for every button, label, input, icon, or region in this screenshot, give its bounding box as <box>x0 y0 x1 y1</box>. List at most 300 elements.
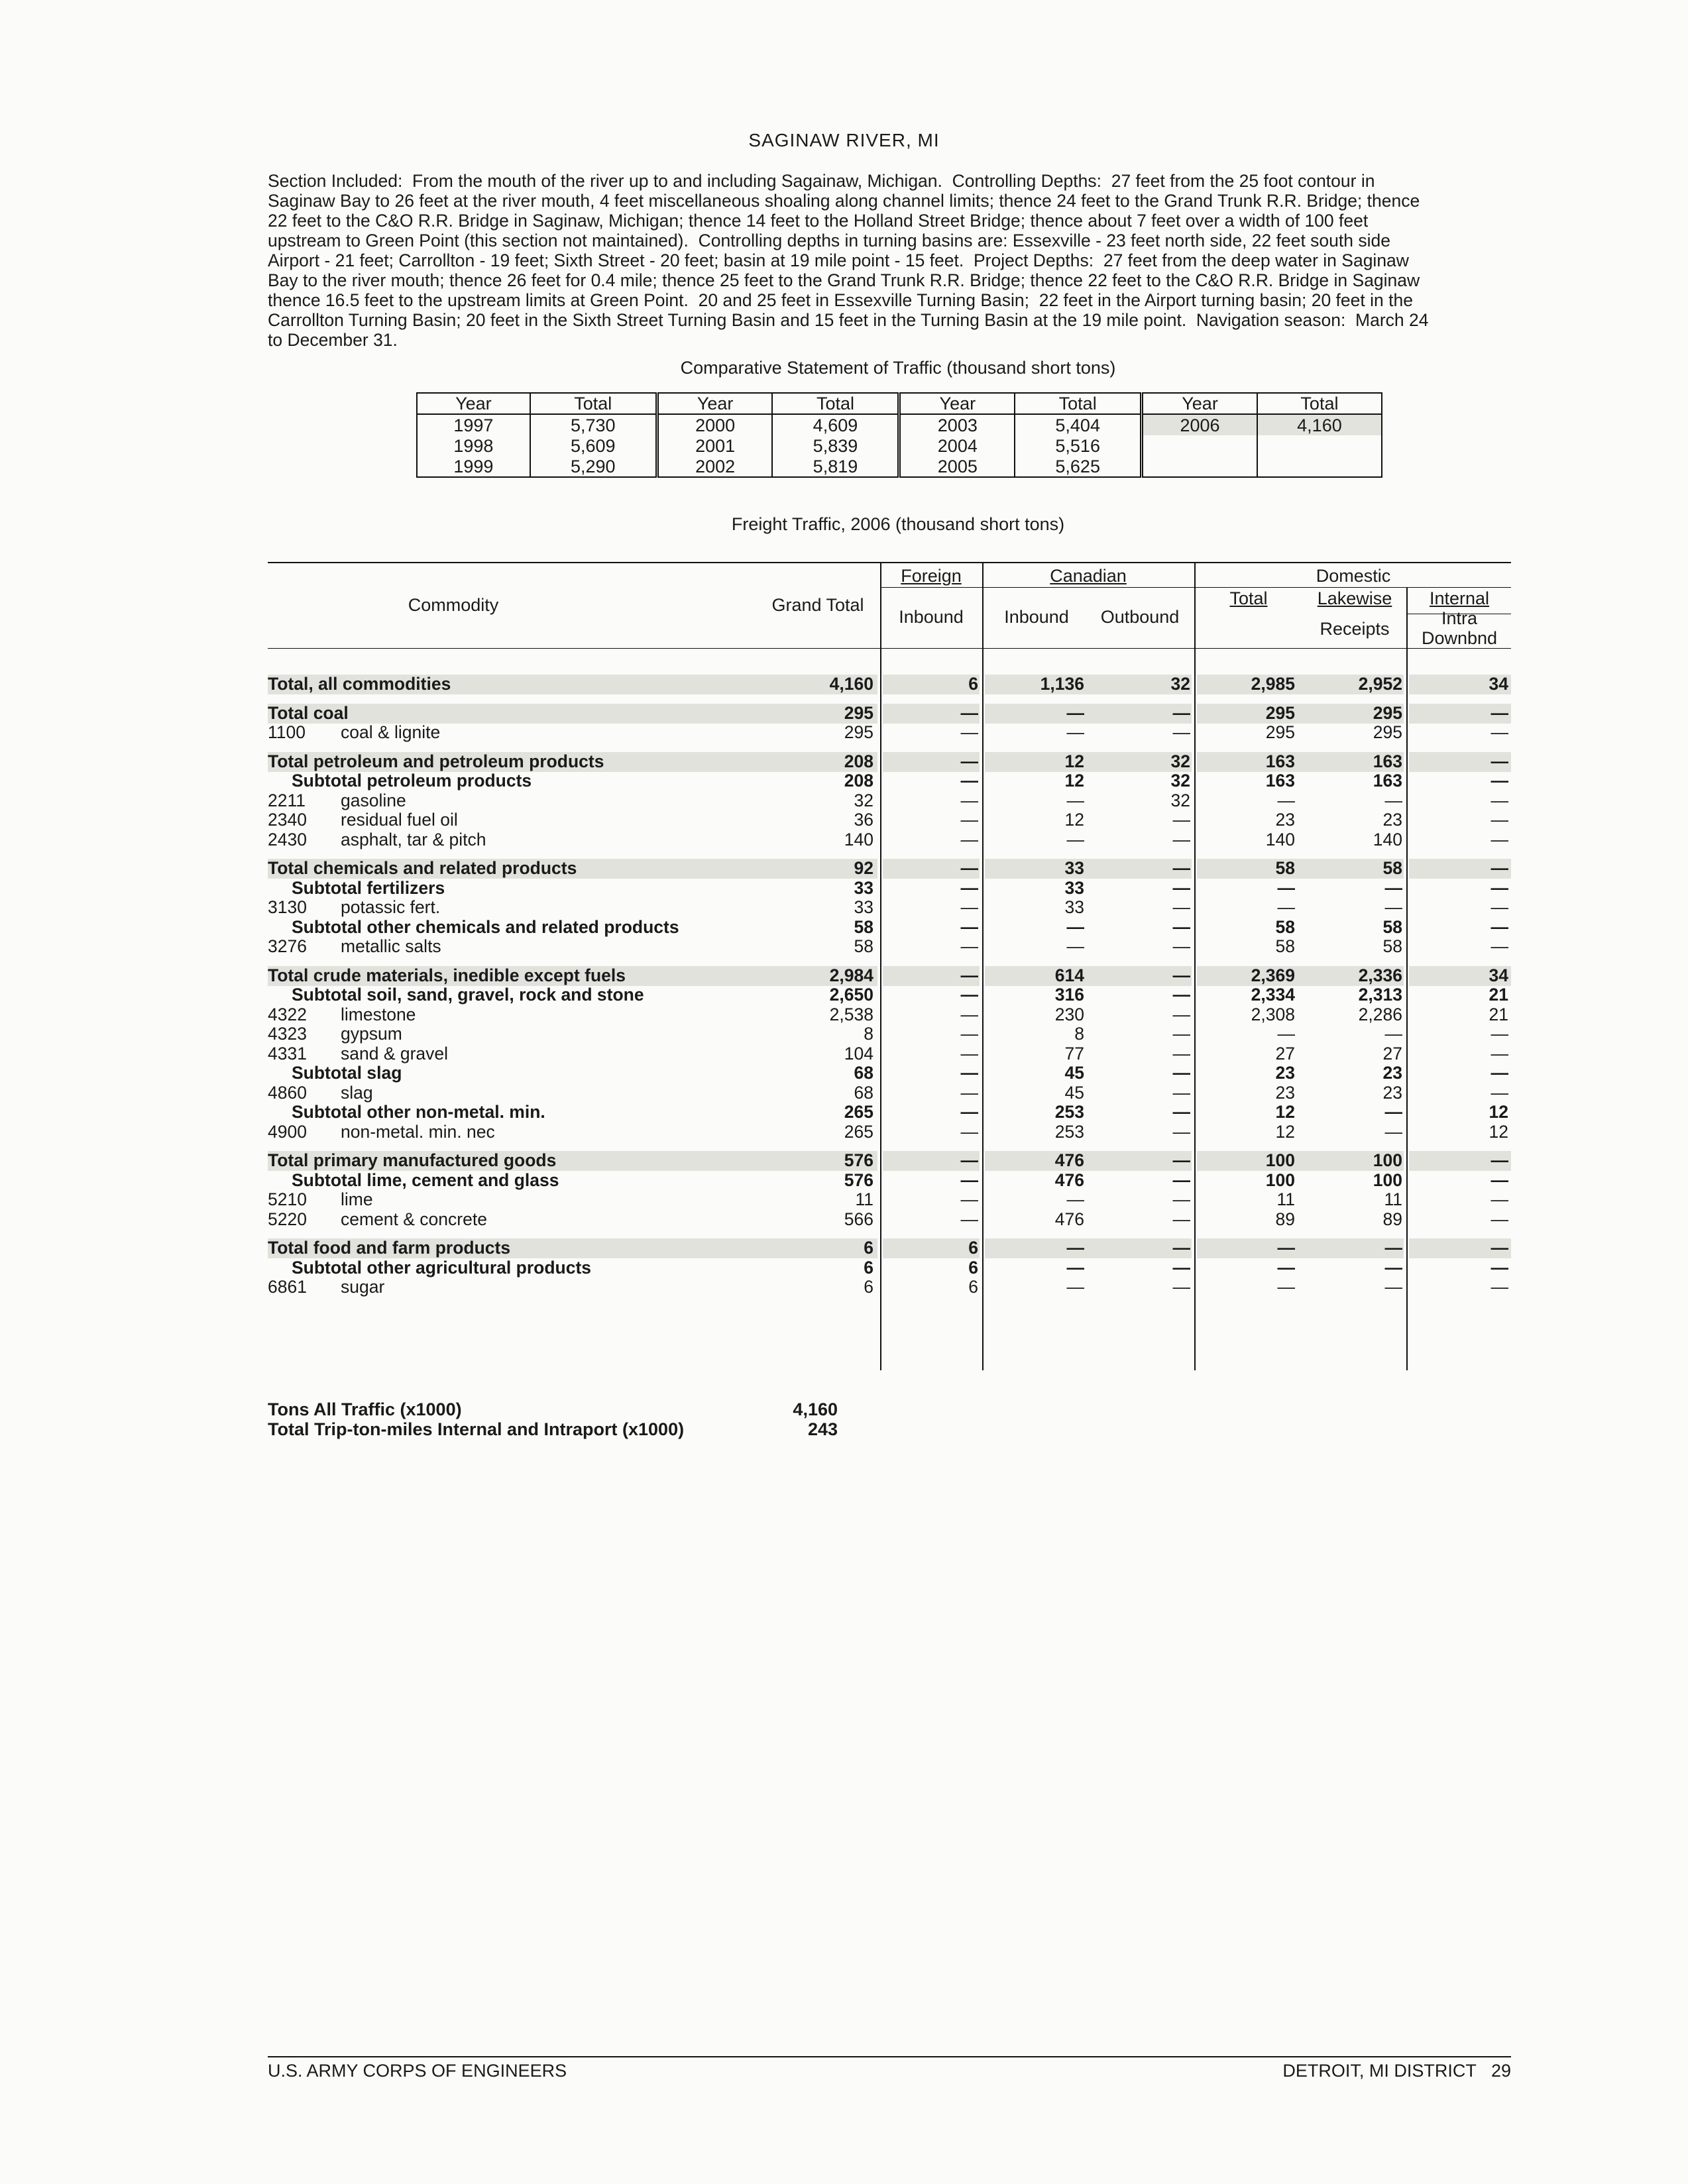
value-cell: — <box>960 702 978 723</box>
value-cell: 2,984 <box>829 965 873 985</box>
value-cell: 33 <box>854 897 873 917</box>
comparative-cell-year <box>1142 456 1257 477</box>
total-row <box>268 966 1511 985</box>
footer-district-name: DETROIT, MI DISTRICT <box>1282 2061 1477 2081</box>
commodity-name: potassic fert. <box>341 897 441 917</box>
value-cell: 295 <box>1373 722 1402 742</box>
value-cell: 36 <box>854 810 873 830</box>
highlight-band <box>985 1238 1192 1258</box>
value-cell: 12 <box>1064 751 1084 771</box>
table-row <box>268 1190 1511 1209</box>
value-cell: 11 <box>1276 1189 1295 1209</box>
comparative-header-year: Year <box>657 393 772 414</box>
commodity-name: Total, all commodities <box>268 674 451 694</box>
commodity-name: cement & concrete <box>341 1209 487 1229</box>
header-top-rule <box>268 562 1511 563</box>
value-cell: — <box>1277 877 1295 898</box>
value-cell: 45 <box>1064 1063 1084 1083</box>
comparative-header-total: Total <box>1257 393 1382 414</box>
value-cell: — <box>1172 1121 1190 1142</box>
value-cell: 295 <box>1373 702 1402 723</box>
value-cell: 58 <box>854 936 873 956</box>
value-cell: 34 <box>1489 965 1508 985</box>
comparative-cell-year: 2006 <box>1142 414 1257 435</box>
value-cell: — <box>1172 897 1190 917</box>
commodity-name: Total petroleum and petroleum products <box>268 751 604 771</box>
comparative-body <box>417 414 1382 477</box>
value-cell: — <box>1491 1238 1508 1258</box>
commodity-code: 4323 <box>268 1024 307 1044</box>
value-cell: — <box>1172 916 1190 937</box>
page-number: 29 <box>1491 2061 1511 2081</box>
value-cell: 33 <box>1064 858 1084 878</box>
highlight-band <box>883 1238 980 1258</box>
value-cell: 32 <box>1170 751 1190 771</box>
value-cell: 1,136 <box>1040 674 1084 694</box>
commodity-name: Subtotal fertilizers <box>292 877 445 898</box>
comparative-cell-year: 2003 <box>899 414 1015 435</box>
highlight-band <box>985 675 1192 694</box>
summary-line <box>268 1399 838 1419</box>
value-cell: — <box>1172 877 1190 898</box>
description-line: thence 16.5 feet to the upstream limits at Green Point. 20 and 25 feet in Essexville Turning Basin; 22 feet in the Airport turning basin; 20 feet in the <box>268 290 1413 310</box>
header-bottom-rule <box>268 648 1511 649</box>
value-cell: 2,308 <box>1251 1004 1295 1024</box>
value-cell: — <box>960 936 978 956</box>
value-cell: — <box>1491 1024 1508 1044</box>
value-cell: 92 <box>854 858 873 878</box>
table-row <box>268 1024 1511 1044</box>
comparative-cell-total: 5,839 <box>772 435 899 456</box>
value-cell: 2,313 <box>1358 985 1402 1005</box>
canadian-header: Canadian <box>1050 566 1127 586</box>
comparative-row <box>417 435 1382 456</box>
value-cell: — <box>960 858 978 878</box>
subtotal-row <box>268 1103 1511 1122</box>
value-cell: 100 <box>1373 1150 1402 1170</box>
value-cell: 33 <box>1064 877 1084 898</box>
value-cell: 576 <box>844 1150 873 1170</box>
value-cell: — <box>1491 1170 1508 1190</box>
value-cell: 33 <box>1064 897 1084 917</box>
total-row <box>268 675 1511 694</box>
value-cell: 230 <box>1054 1004 1084 1024</box>
value-cell: 295 <box>1265 722 1295 742</box>
value-cell: — <box>1172 1257 1190 1278</box>
value-cell: — <box>960 1102 978 1122</box>
value-cell: — <box>1384 1277 1402 1297</box>
commodity-name: Subtotal lime, cement and glass <box>292 1170 559 1190</box>
page-title: SAGINAW RIVER, MI <box>748 130 940 150</box>
value-cell: — <box>1491 1277 1508 1297</box>
value-cell: 476 <box>1054 1170 1084 1190</box>
value-cell: 21 <box>1489 1004 1508 1024</box>
total-row <box>268 752 1511 771</box>
value-cell: — <box>1384 1102 1402 1122</box>
value-cell: 2,985 <box>1251 674 1295 694</box>
highlight-band <box>883 675 980 694</box>
value-cell: — <box>1491 916 1508 937</box>
value-cell: 32 <box>1170 674 1190 694</box>
commodity-name: asphalt, tar & pitch <box>341 829 486 849</box>
value-cell: 58 <box>1382 916 1402 937</box>
table-row <box>268 723 1511 742</box>
value-cell: — <box>1172 1024 1190 1044</box>
commodity-code: 3130 <box>268 897 307 917</box>
commodity-code: 6861 <box>268 1277 307 1297</box>
commodity-name: Subtotal other non-metal. min. <box>292 1102 545 1122</box>
value-cell: — <box>1172 1063 1190 1083</box>
value-cell: — <box>1066 916 1084 937</box>
value-cell: 32 <box>854 790 873 810</box>
value-cell: — <box>960 1082 978 1103</box>
value-cell: 163 <box>1265 771 1295 791</box>
value-cell: 100 <box>1373 1170 1402 1190</box>
value-cell: — <box>1491 1209 1508 1229</box>
value-cell: — <box>1491 1082 1508 1103</box>
freight-table <box>268 562 1511 1384</box>
value-cell: 23 <box>1382 810 1402 830</box>
value-cell: 58 <box>1275 858 1295 878</box>
value-cell: — <box>1172 829 1190 849</box>
table-row <box>268 1083 1511 1103</box>
downbnd-header: Downbnd <box>1421 628 1498 648</box>
summary-label: Tons All Traffic (x1000) <box>268 1399 462 1419</box>
table-row <box>268 1278 1511 1297</box>
table-row <box>268 1005 1511 1024</box>
value-cell: 316 <box>1054 985 1084 1005</box>
value-cell: — <box>1491 877 1508 898</box>
value-cell: — <box>1491 1043 1508 1064</box>
commodity-name: metallic salts <box>341 936 441 956</box>
value-cell: — <box>960 985 978 1005</box>
commodity-name: Subtotal other chemicals and related products <box>292 916 679 937</box>
value-cell: 89 <box>1382 1209 1402 1229</box>
domestic-total-header: Total <box>1229 588 1268 608</box>
value-cell: 12 <box>1064 810 1084 830</box>
table-row <box>268 1122 1511 1142</box>
value-cell: 8 <box>1074 1024 1084 1044</box>
value-cell: — <box>1491 790 1508 810</box>
value-cell: — <box>1172 858 1190 878</box>
value-cell: — <box>1491 751 1508 771</box>
commodity-name: limestone <box>341 1004 416 1024</box>
comparative-cell-year: 2005 <box>899 456 1015 477</box>
value-cell: 208 <box>844 751 873 771</box>
subtotal-row <box>268 918 1511 937</box>
value-cell: 27 <box>1275 1043 1295 1064</box>
highlight-band <box>985 704 1192 724</box>
comparative-cell-year <box>1142 435 1257 456</box>
footer-district <box>1233 2061 1511 2081</box>
value-cell: 614 <box>1054 965 1084 985</box>
value-cell: 32 <box>1170 771 1190 791</box>
commodity-name: non-metal. min. nec <box>341 1121 495 1142</box>
table-row <box>268 791 1511 810</box>
value-cell: — <box>1384 1238 1402 1258</box>
commodity-name: Total primary manufactured goods <box>268 1150 557 1170</box>
value-cell: — <box>1172 985 1190 1005</box>
comparative-header-year: Year <box>899 393 1015 414</box>
value-cell: 6 <box>968 1277 978 1297</box>
value-cell: — <box>1491 829 1508 849</box>
comparative-cell-year: 1997 <box>453 415 494 435</box>
value-cell: — <box>1384 877 1402 898</box>
value-cell: 6 <box>864 1277 873 1297</box>
description-line: Carrollton Turning Basin; 20 feet in the Sixth Street Turning Basin and 15 feet in the Turning Basin at the 19 mile point. Navigation season: March 24 <box>268 310 1429 330</box>
value-cell: 58 <box>1382 858 1402 878</box>
value-cell: 2,286 <box>1358 1004 1402 1024</box>
commodity-code: 4900 <box>268 1121 307 1142</box>
value-cell: 295 <box>844 702 873 723</box>
value-cell: — <box>1172 1082 1190 1103</box>
value-cell: 140 <box>844 829 873 849</box>
highlight-band <box>268 704 877 724</box>
value-cell: — <box>1172 1170 1190 1190</box>
comparative-header-year: Year <box>417 393 530 414</box>
value-cell: 23 <box>1275 810 1295 830</box>
value-cell: 58 <box>854 916 873 937</box>
domestic-header: Domestic <box>1316 566 1391 586</box>
value-cell: — <box>1277 790 1295 810</box>
value-cell: — <box>960 1121 978 1142</box>
subtotal-row <box>268 1258 1511 1278</box>
value-cell: 104 <box>844 1043 873 1064</box>
value-cell: 2,650 <box>829 985 873 1005</box>
commodity-name: Total chemicals and related products <box>268 858 577 878</box>
commodity-name: Subtotal other agricultural products <box>292 1257 592 1278</box>
summary-label: Total Trip-ton-miles Internal and Intraport (x1000) <box>268 1419 685 1439</box>
commodity-name: slag <box>341 1082 373 1103</box>
commodity-code: 1100 <box>268 722 306 742</box>
subtotal-row <box>268 985 1511 1005</box>
comparative-cell-total: 5,404 <box>1015 414 1142 435</box>
commodity-name: Total crude materials, inedible except fuels <box>268 965 626 985</box>
highlight-band <box>985 966 1192 986</box>
value-cell: — <box>1066 1238 1084 1258</box>
description-line: to December 31. <box>268 330 398 350</box>
value-cell: — <box>1066 1277 1084 1297</box>
value-cell: — <box>1172 1102 1190 1122</box>
value-cell: — <box>960 1043 978 1064</box>
comparative-cell-year: 1999 <box>453 456 494 476</box>
value-cell: 2,369 <box>1251 965 1295 985</box>
value-cell: — <box>1491 702 1508 723</box>
value-cell: — <box>1277 1238 1295 1258</box>
intra-header: Intra <box>1441 608 1478 628</box>
value-cell: — <box>1384 790 1402 810</box>
value-cell: 295 <box>844 722 873 742</box>
value-cell: 208 <box>844 771 873 791</box>
commodity-header: Commodity <box>408 595 499 615</box>
value-cell: 2,952 <box>1358 674 1402 694</box>
footer-agency: U.S. ARMY CORPS OF ENGINEERS <box>268 2061 567 2081</box>
commodity-code: 2211 <box>268 790 306 810</box>
value-cell: — <box>1491 936 1508 956</box>
commodity-code: 2430 <box>268 829 307 849</box>
highlight-band <box>1197 859 1404 879</box>
value-cell: — <box>960 1170 978 1190</box>
comparative-table <box>416 392 1382 478</box>
summary-value: 243 <box>807 1419 838 1439</box>
value-cell: — <box>1172 722 1190 742</box>
highlight-band <box>1197 1238 1404 1258</box>
value-cell: 265 <box>844 1121 873 1142</box>
value-cell: 8 <box>864 1024 873 1044</box>
canadian-inbound-header: Inbound <box>1004 607 1069 627</box>
value-cell: — <box>1491 1063 1508 1083</box>
table-row <box>268 898 1511 917</box>
value-cell: 2,538 <box>829 1004 873 1024</box>
value-cell: 12 <box>1275 1102 1295 1122</box>
value-cell: — <box>1172 1209 1190 1229</box>
value-cell: 12 <box>1064 771 1084 791</box>
value-cell: 295 <box>1265 702 1295 723</box>
value-cell: — <box>1066 1257 1084 1278</box>
value-cell: — <box>1172 965 1190 985</box>
comparative-cell-total: 5,730 <box>530 414 657 435</box>
comparative-cell-year: 2001 <box>657 435 772 456</box>
value-cell: — <box>1066 829 1084 849</box>
comparative-header-row <box>417 393 1382 414</box>
total-row <box>268 704 1511 723</box>
description-line: 22 feet to the C&O R.R. Bridge in Saginaw, Michigan; thence 14 feet to the Holland Street Bridge; thence about 7 feet over a width of 100 feet <box>268 211 1369 231</box>
value-cell: — <box>1384 897 1402 917</box>
commodity-name: coal & lignite <box>341 722 441 742</box>
value-cell: — <box>1384 1257 1402 1278</box>
foreign-inbound-header: Inbound <box>899 607 964 627</box>
highlight-band <box>985 752 1192 772</box>
value-cell: 476 <box>1054 1209 1084 1229</box>
footer-rule <box>268 2056 1511 2057</box>
domestic-sub-rule <box>881 587 1511 588</box>
subtotal-row <box>268 771 1511 791</box>
commodity-name: Subtotal petroleum products <box>292 771 532 791</box>
commodity-code: 4331 <box>268 1043 307 1064</box>
description-line: Saginaw Bay to 26 feet at the river mouth, 4 feet miscellaneous shoaling along channel limits; thence 24 feet to the Grand Trunk R.R. Bridge; thence <box>268 191 1420 211</box>
commodity-name: sugar <box>341 1277 385 1297</box>
commodity-code: 5220 <box>268 1209 307 1229</box>
comparative-cell-total <box>1257 456 1382 477</box>
commodity-code: 4860 <box>268 1082 307 1103</box>
value-cell: — <box>1384 1024 1402 1044</box>
commodity-name: lime <box>341 1189 373 1209</box>
value-cell: 163 <box>1373 751 1402 771</box>
table-row <box>268 1044 1511 1064</box>
value-cell: — <box>960 1063 978 1083</box>
value-cell: — <box>1277 897 1295 917</box>
foreign-header: Foreign <box>901 566 962 586</box>
internal-header: Internal <box>1429 588 1490 608</box>
commodity-name: gypsum <box>341 1024 402 1044</box>
value-cell: — <box>1491 897 1508 917</box>
value-cell: 2,334 <box>1251 985 1295 1005</box>
highlight-band <box>985 1151 1192 1171</box>
value-cell: 6 <box>864 1257 873 1278</box>
value-cell: — <box>960 751 978 771</box>
value-cell: 58 <box>1275 916 1295 937</box>
value-cell: 45 <box>1064 1082 1084 1103</box>
value-cell: — <box>1172 1004 1190 1024</box>
grand-total-header: Grand Total <box>771 595 864 615</box>
value-cell: 21 <box>1489 985 1508 1005</box>
summary <box>268 1399 838 1439</box>
comparative-row <box>417 456 1382 477</box>
value-cell: 566 <box>844 1209 873 1229</box>
comparative-cell-total: 5,516 <box>1015 435 1142 456</box>
total-row <box>268 1238 1511 1258</box>
comparative-cell-year: 2002 <box>657 456 772 477</box>
commodity-name: sand & gravel <box>341 1043 449 1064</box>
comparative-cell-total: 4,609 <box>772 414 899 435</box>
commodity-name: Subtotal soil, sand, gravel, rock and stone <box>292 985 644 1005</box>
subtotal-row <box>268 1171 1511 1190</box>
value-cell: 253 <box>1054 1102 1084 1122</box>
comparative-cell-total: 5,819 <box>772 456 899 477</box>
value-cell: — <box>1277 1257 1295 1278</box>
table-row <box>268 937 1511 956</box>
value-cell: 140 <box>1373 829 1402 849</box>
value-cell: — <box>960 829 978 849</box>
comparative-cell-total <box>1257 435 1382 456</box>
summary-line <box>268 1419 838 1439</box>
commodity-name: Total food and farm products <box>268 1238 511 1258</box>
comparative-cell-year: 1998 <box>453 435 494 456</box>
value-cell: 265 <box>844 1102 873 1122</box>
value-cell: — <box>960 916 978 937</box>
value-cell: 58 <box>1382 936 1402 956</box>
value-cell: — <box>960 1189 978 1209</box>
lakewise-header: Lakewise <box>1317 588 1392 608</box>
value-cell: — <box>1491 810 1508 830</box>
description-line: Section Included: From the mouth of the river up to and including Sagainaw, Michigan. Controlling Depths: 27 feet from the 25 foot contour in <box>268 171 1375 191</box>
value-cell: 34 <box>1489 674 1508 694</box>
table-row <box>268 1210 1511 1229</box>
value-cell: 11 <box>855 1189 873 1209</box>
value-cell: — <box>960 1209 978 1229</box>
value-cell: — <box>1491 771 1508 791</box>
value-cell: 163 <box>1373 771 1402 791</box>
value-cell: 253 <box>1054 1121 1084 1142</box>
value-cell: — <box>1066 936 1084 956</box>
description-line: Airport - 21 feet; Carrollton - 19 feet; Sixth Street - 20 feet; basin at 19 mile point - 15 feet. Project Depths: 27 feet from the deep water in Saginaw <box>268 250 1409 270</box>
value-cell: 2,336 <box>1358 965 1402 985</box>
description-line: Bay to the river mouth; thence 26 feet for 0.4 mile; thence 25 feet to the Grand Trunk R.R. Bridge; thence 22 feet to the C&O R.R. Bridge in Saginaw <box>268 270 1420 290</box>
value-cell: 12 <box>1489 1121 1508 1142</box>
commodity-code: 2340 <box>268 810 307 830</box>
value-cell: — <box>960 790 978 810</box>
comparative-cell-year: 2004 <box>899 435 1015 456</box>
table-row <box>268 810 1511 830</box>
value-cell: 576 <box>844 1170 873 1190</box>
value-cell: 77 <box>1064 1043 1084 1064</box>
value-cell: — <box>960 810 978 830</box>
value-cell: 6 <box>864 1238 873 1258</box>
description-line: upstream to Green Point (this section not maintained). Controlling depths in turning basins are: Essexville - 23 feet north side, 22 feet south side <box>268 231 1390 250</box>
value-cell: 4,160 <box>829 674 873 694</box>
total-row <box>268 1151 1511 1170</box>
value-cell: — <box>1384 1121 1402 1142</box>
value-cell: — <box>1491 1189 1508 1209</box>
value-cell: — <box>1491 1150 1508 1170</box>
value-cell: 23 <box>1382 1082 1402 1103</box>
value-cell: 58 <box>1275 936 1295 956</box>
value-cell: — <box>1172 1277 1190 1297</box>
commodity-name: residual fuel oil <box>341 810 458 830</box>
value-cell: 32 <box>1170 790 1190 810</box>
value-cell: — <box>960 965 978 985</box>
value-cell: 12 <box>1275 1121 1295 1142</box>
